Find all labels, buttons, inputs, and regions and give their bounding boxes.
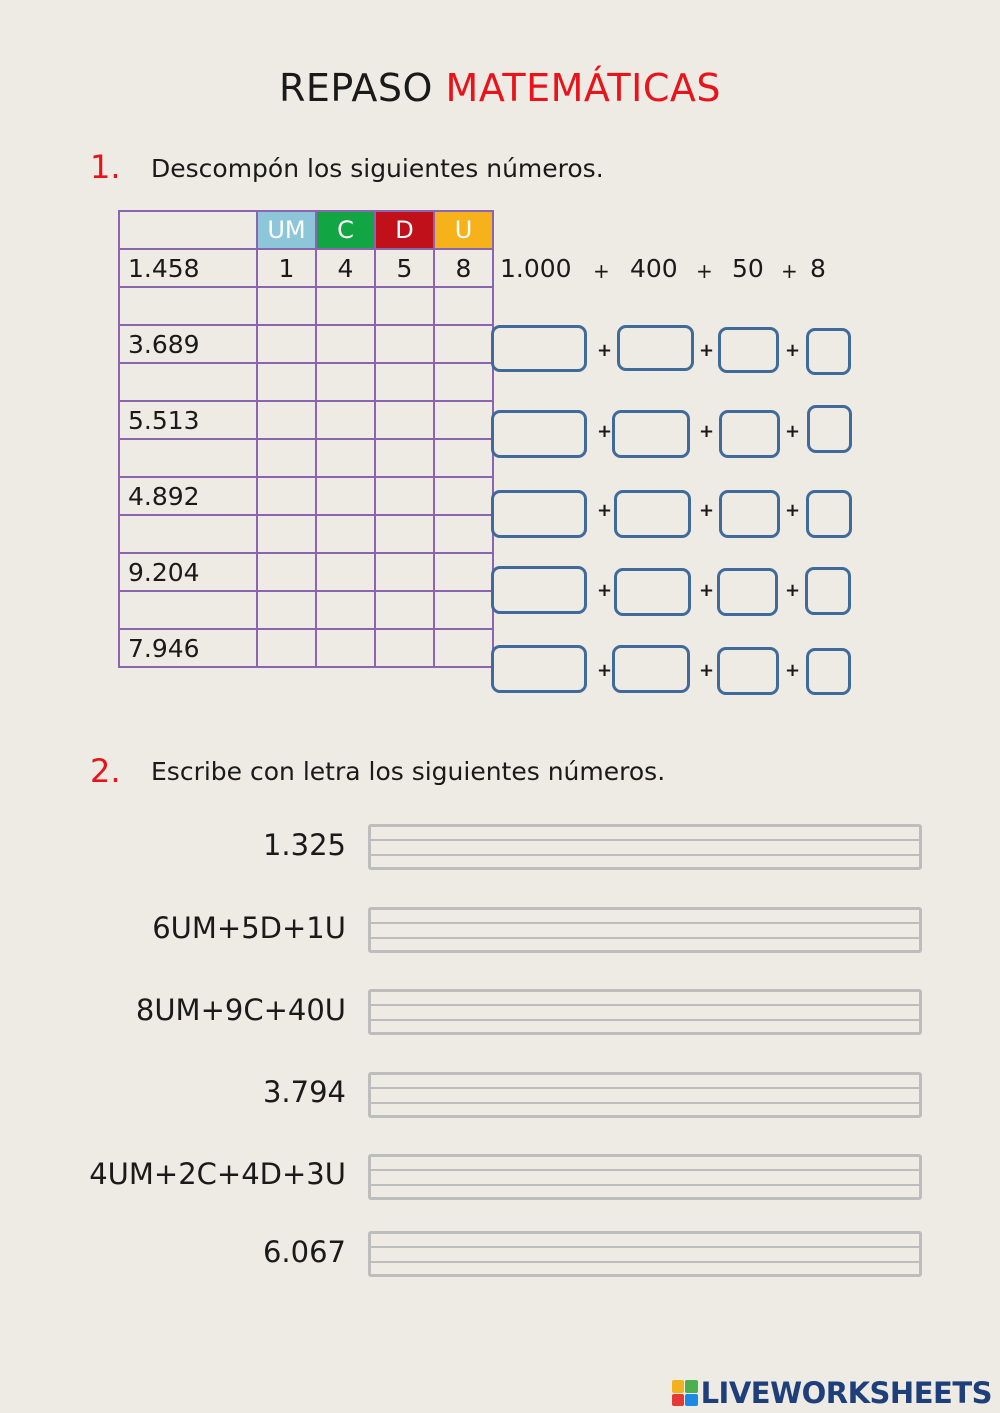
table-row [119,439,493,477]
example-digit-c: 4 [316,249,375,287]
answer-box-hundreds[interactable] [612,410,690,458]
item-label: 4UM+2C+4D+3U [89,1157,346,1191]
plus-sign: + [785,340,801,361]
digit-input-um[interactable] [257,325,316,363]
example-plus: + [781,259,798,283]
plus-sign: + [597,580,613,601]
digit-input-u[interactable] [434,477,493,515]
example-part-hundreds: 400 [630,254,678,283]
answer-box-thousands[interactable] [491,490,587,538]
example-part-tens: 50 [732,254,764,283]
digit-input-c[interactable] [316,401,375,439]
answer-box-tens[interactable] [719,490,780,538]
example-part-thousands: 1.000 [500,254,572,283]
digit-input-u[interactable] [434,553,493,591]
digit-input-u[interactable] [434,629,493,667]
digit-input-u[interactable] [434,401,493,439]
logo-square [672,1394,685,1407]
answer-box-thousands[interactable] [491,645,587,693]
plus-sign: + [699,340,715,361]
plus-sign: + [699,421,715,442]
title-part-1: REPASO [279,66,433,110]
answer-box-tens[interactable] [718,327,779,373]
brand-name: LIVEWORKSHEETS [700,1376,992,1410]
digit-input-um[interactable] [257,401,316,439]
footer-brand [672,1376,992,1410]
digit-input-d[interactable] [375,553,434,591]
table-row [119,477,493,515]
header-um: UM [257,211,316,249]
answer-box-units[interactable] [807,405,852,453]
digit-input-c[interactable] [316,477,375,515]
question-1-number: 1. [90,148,121,186]
plus-sign: + [597,421,613,442]
table-row [119,553,493,591]
table-row [119,363,493,401]
answer-box-hundreds[interactable] [617,325,694,371]
example-digit-u: 8 [434,249,493,287]
answer-box-units[interactable] [806,328,851,375]
answer-box-units[interactable] [805,567,851,615]
example-digit-d: 5 [375,249,434,287]
example-number: 1.458 [119,249,257,287]
item-label: 6.067 [262,1235,346,1269]
digit-input-c[interactable] [316,629,375,667]
item-label: 3.794 [262,1075,346,1109]
digit-input-um[interactable] [257,477,316,515]
writing-line-input[interactable] [368,1231,922,1277]
example-plus: + [593,259,610,283]
answer-box-hundreds[interactable] [614,490,691,538]
item-label: 8UM+9C+40U [135,993,346,1027]
plus-sign: + [699,500,715,521]
table-row [119,325,493,363]
example-plus: + [696,259,713,283]
plus-sign: + [699,580,715,601]
table-row [119,515,493,553]
table-row [119,401,493,439]
plus-sign: + [597,660,613,681]
number-cell: 5.513 [119,401,257,439]
digit-input-d[interactable] [375,325,434,363]
writing-line-input[interactable] [368,907,922,953]
digit-input-d[interactable] [375,629,434,667]
plus-sign: + [597,340,613,361]
plus-sign: + [785,660,801,681]
question-2-instruction: Escribe con letra los siguientes números. [151,757,666,786]
plus-sign: + [597,500,613,521]
item-label: 1.325 [262,828,346,862]
digit-input-u[interactable] [434,325,493,363]
header-d: D [375,211,434,249]
answer-box-thousands[interactable] [491,566,587,614]
title-part-2: MATEMÁTICAS [445,66,721,110]
answer-box-units[interactable] [806,648,851,695]
writing-line-input[interactable] [368,1072,922,1118]
digit-input-um[interactable] [257,629,316,667]
question-1-instruction: Descompón los siguientes números. [151,154,604,183]
plus-sign: + [785,421,801,442]
plus-sign: + [785,580,801,601]
table-row [119,629,493,667]
digit-input-c[interactable] [316,553,375,591]
header-u: U [434,211,493,249]
answer-box-units[interactable] [806,490,852,538]
answer-box-thousands[interactable] [491,410,587,458]
digit-input-d[interactable] [375,401,434,439]
liveworksheets-logo-icon [672,1380,698,1406]
answer-box-tens[interactable] [717,647,779,695]
header-c: C [316,211,375,249]
answer-box-tens[interactable] [717,568,778,616]
logo-square [685,1394,698,1407]
answer-box-thousands[interactable] [491,325,587,372]
question-2-number: 2. [90,752,121,790]
header-blank-cell [119,211,257,249]
table-row [119,591,493,629]
answer-box-hundreds[interactable] [612,645,690,693]
answer-box-tens[interactable] [719,410,780,458]
item-label: 6UM+5D+1U [152,911,346,945]
answer-box-hundreds[interactable] [614,568,691,616]
number-cell: 4.892 [119,477,257,515]
writing-line-input[interactable] [368,824,922,870]
plus-sign: + [785,500,801,521]
example-digit-um: 1 [257,249,316,287]
logo-square [672,1380,685,1393]
number-cell: 3.689 [119,325,257,363]
table-row [119,287,493,325]
number-cell: 9.204 [119,553,257,591]
table-row [119,249,493,287]
writing-line-input[interactable] [368,1154,922,1200]
page-title [0,66,1000,110]
place-value-table [118,210,494,668]
table-header-row [119,211,493,249]
example-part-units: 8 [810,254,826,283]
digit-input-um[interactable] [257,553,316,591]
number-cell: 7.946 [119,629,257,667]
digit-input-c[interactable] [316,325,375,363]
plus-sign: + [699,660,715,681]
logo-square [685,1380,698,1393]
writing-line-input[interactable] [368,989,922,1035]
digit-input-d[interactable] [375,477,434,515]
